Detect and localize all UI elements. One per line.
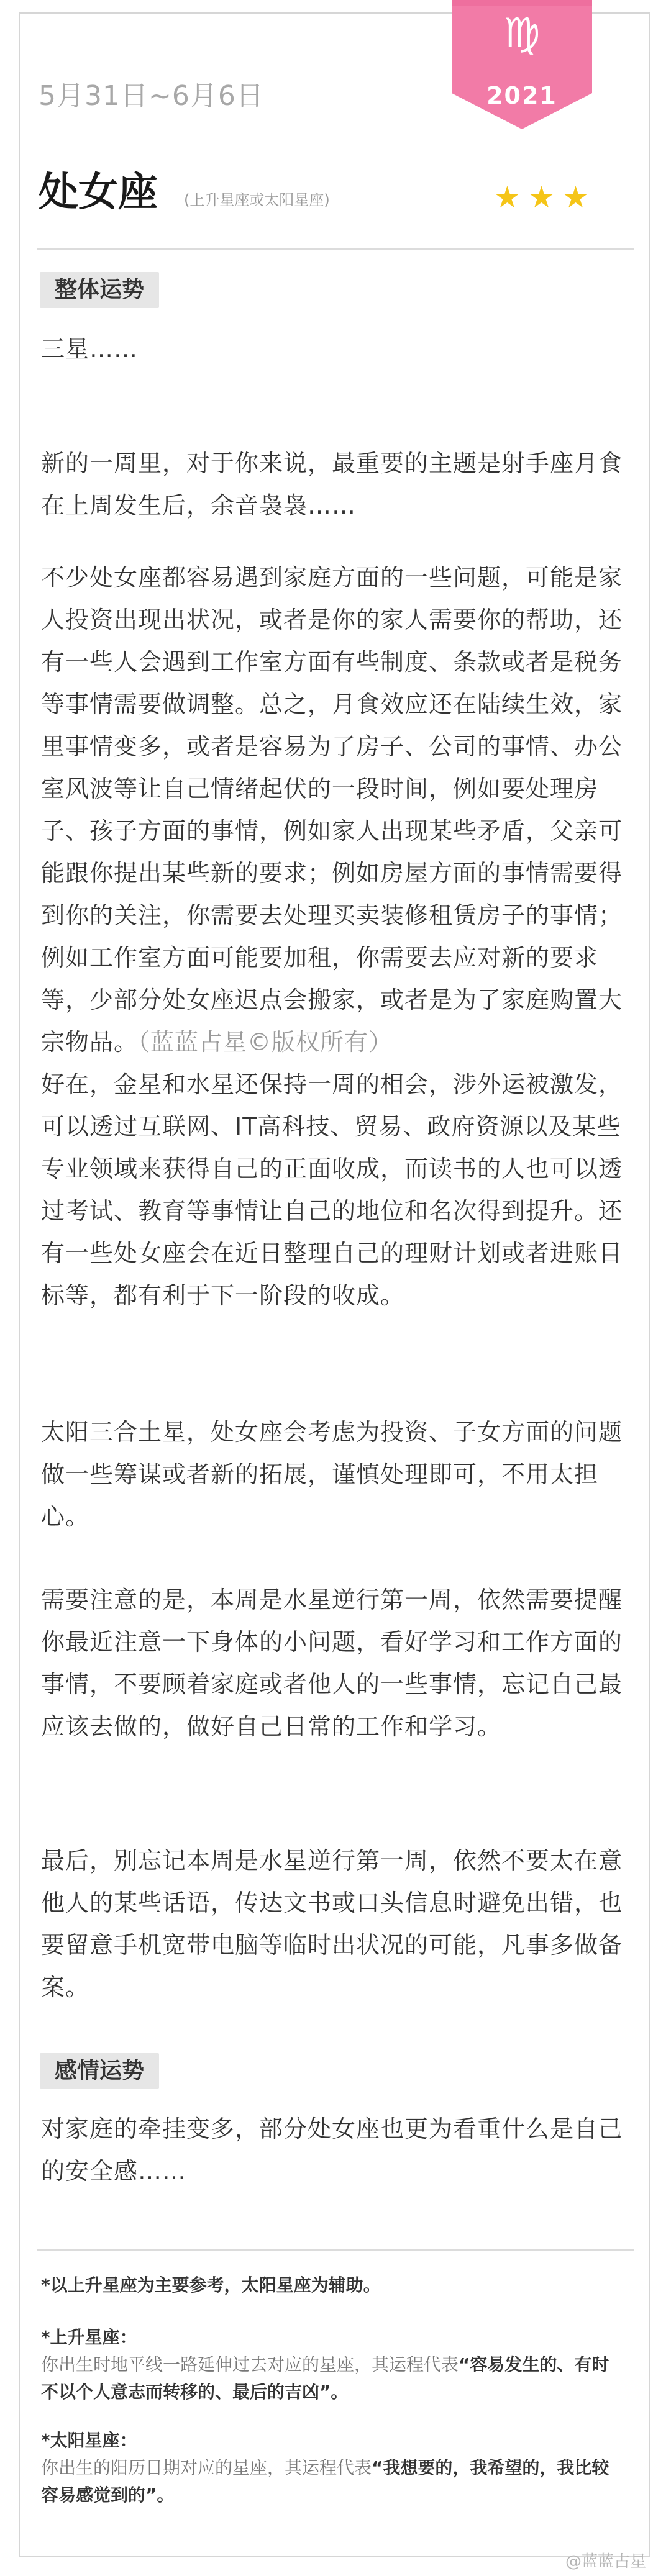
note-rising-quote: “容易发生的、有时不以个人意志而转移的、最后的吉凶”。 bbox=[41, 2354, 609, 2402]
note-main-text: *以上升星座为主要参考，太阳星座为辅助。 bbox=[41, 2275, 381, 2295]
section-tag-overall: 整体运势 bbox=[40, 272, 159, 308]
watermark: @蓝蓝占星 bbox=[565, 2552, 646, 2571]
overall-paragraph-1: 新的一周里，对于你来说，最重要的主题是射手座月食在上周发生后，余音袅袅…… bbox=[41, 450, 623, 519]
overall-paragraph-0: 三星…… bbox=[41, 335, 139, 363]
note-rising-text: 你出生时地平线一路延伸过去对应的星座，其运程代表 bbox=[41, 2354, 459, 2375]
overall-paragraph-2 bbox=[41, 556, 631, 1063]
overall-paragraph-2-text: 不少处女座都容易遇到家庭方面的一些问题，可能是家人投资出现出状况，或者是你的家人需要你的帮助，还有一些人会遇到工作室方面有些制度、条款或者是税务等事情需要做调整。总之，月食效应还在陆续生效，家里事情变多，或者是容易为了房子、公司的事情、办公室风波等让自己情绪起伏的一段时间，例如要处理房子、孩子方面的事情，例如家人出现某些矛盾，父亲可能跟你提出某些新的要求；例如房屋方面的事情需要得到你的关注，你需要去处理买卖装修租赁房子的事情；例如工作室方面可能要加租，你需要去应对新的要求等，少部分处女座迟点会搬家，或者是为了家庭购置大宗物品。 bbox=[41, 564, 623, 1056]
zodiac-badge bbox=[452, 0, 592, 129]
header-divider bbox=[37, 248, 634, 250]
overall-paragraph-6: 最后，别忘记本周是水星逆行第一周，依然不要太在意他人的某些话语，传达文书或口头信息时避免出错，也要留意手机宽带电脑等临时出状况的可能，凡事多做备案。 bbox=[41, 1847, 623, 2001]
section-tag-love: 感情运势 bbox=[40, 2053, 159, 2089]
virgo-icon: ♍ bbox=[503, 9, 541, 57]
note-sun-label: *太阳星座： bbox=[41, 2430, 137, 2451]
note-sun-text: 你出生的阳历日期对应的星座，其运程代表 bbox=[41, 2457, 372, 2478]
star-rating: ★★★ bbox=[493, 180, 596, 215]
copyright-note: （蓝蓝占星©版权所有） bbox=[138, 1028, 393, 1056]
footer-divider bbox=[37, 2249, 634, 2251]
date-range: 5月31日~6月6日 bbox=[39, 80, 264, 112]
overall-paragraph-3: 好在，金星和水星还保持一周的相会，涉外运被激发，可以透过互联网、IT高科技、贸易、政府资源以及某些专业领域来获得自己的正面收成，而读书的人也可以透过考试、教育等事情让自己的地位和名次得到提升。还有一些处女座会在近日整理自己的理财计划或者进账目标等，都有利于下一阶段的收成。 bbox=[41, 1071, 623, 1309]
note-sun-quote: “我想要的，我希望的，我比较容易感觉到的”。 bbox=[41, 2457, 609, 2505]
love-paragraph-1: 对家庭的牵挂变多，部分处女座也更为看重什么是自己的安全感…… bbox=[41, 2115, 623, 2185]
note-rising-label: *上升星座： bbox=[41, 2327, 137, 2347]
badge-year: 2021 bbox=[486, 82, 557, 109]
note-main bbox=[41, 2272, 619, 2299]
page-title: 处女座 bbox=[39, 170, 158, 215]
overall-paragraph-4: 太阳三合土星，处女座会考虑为投资、子女方面的问题做一些筹谋或者新的拓展，谨慎处理即可，不用太担心。 bbox=[41, 1418, 623, 1530]
overall-paragraph-5: 需要注意的是，本周是水星逆行第一周，依然需要提醒你最近注意一下身体的小问题，看好学习和工作方面的事情，不要顾着家庭或者他人的一些事情，忘记自己最应该去做的，做好自己日常的工作和学习。 bbox=[41, 1586, 623, 1740]
note-sun bbox=[41, 2427, 619, 2509]
note-rising bbox=[41, 2324, 619, 2406]
page-subtitle: (上升星座或太阳星座) bbox=[184, 191, 330, 209]
